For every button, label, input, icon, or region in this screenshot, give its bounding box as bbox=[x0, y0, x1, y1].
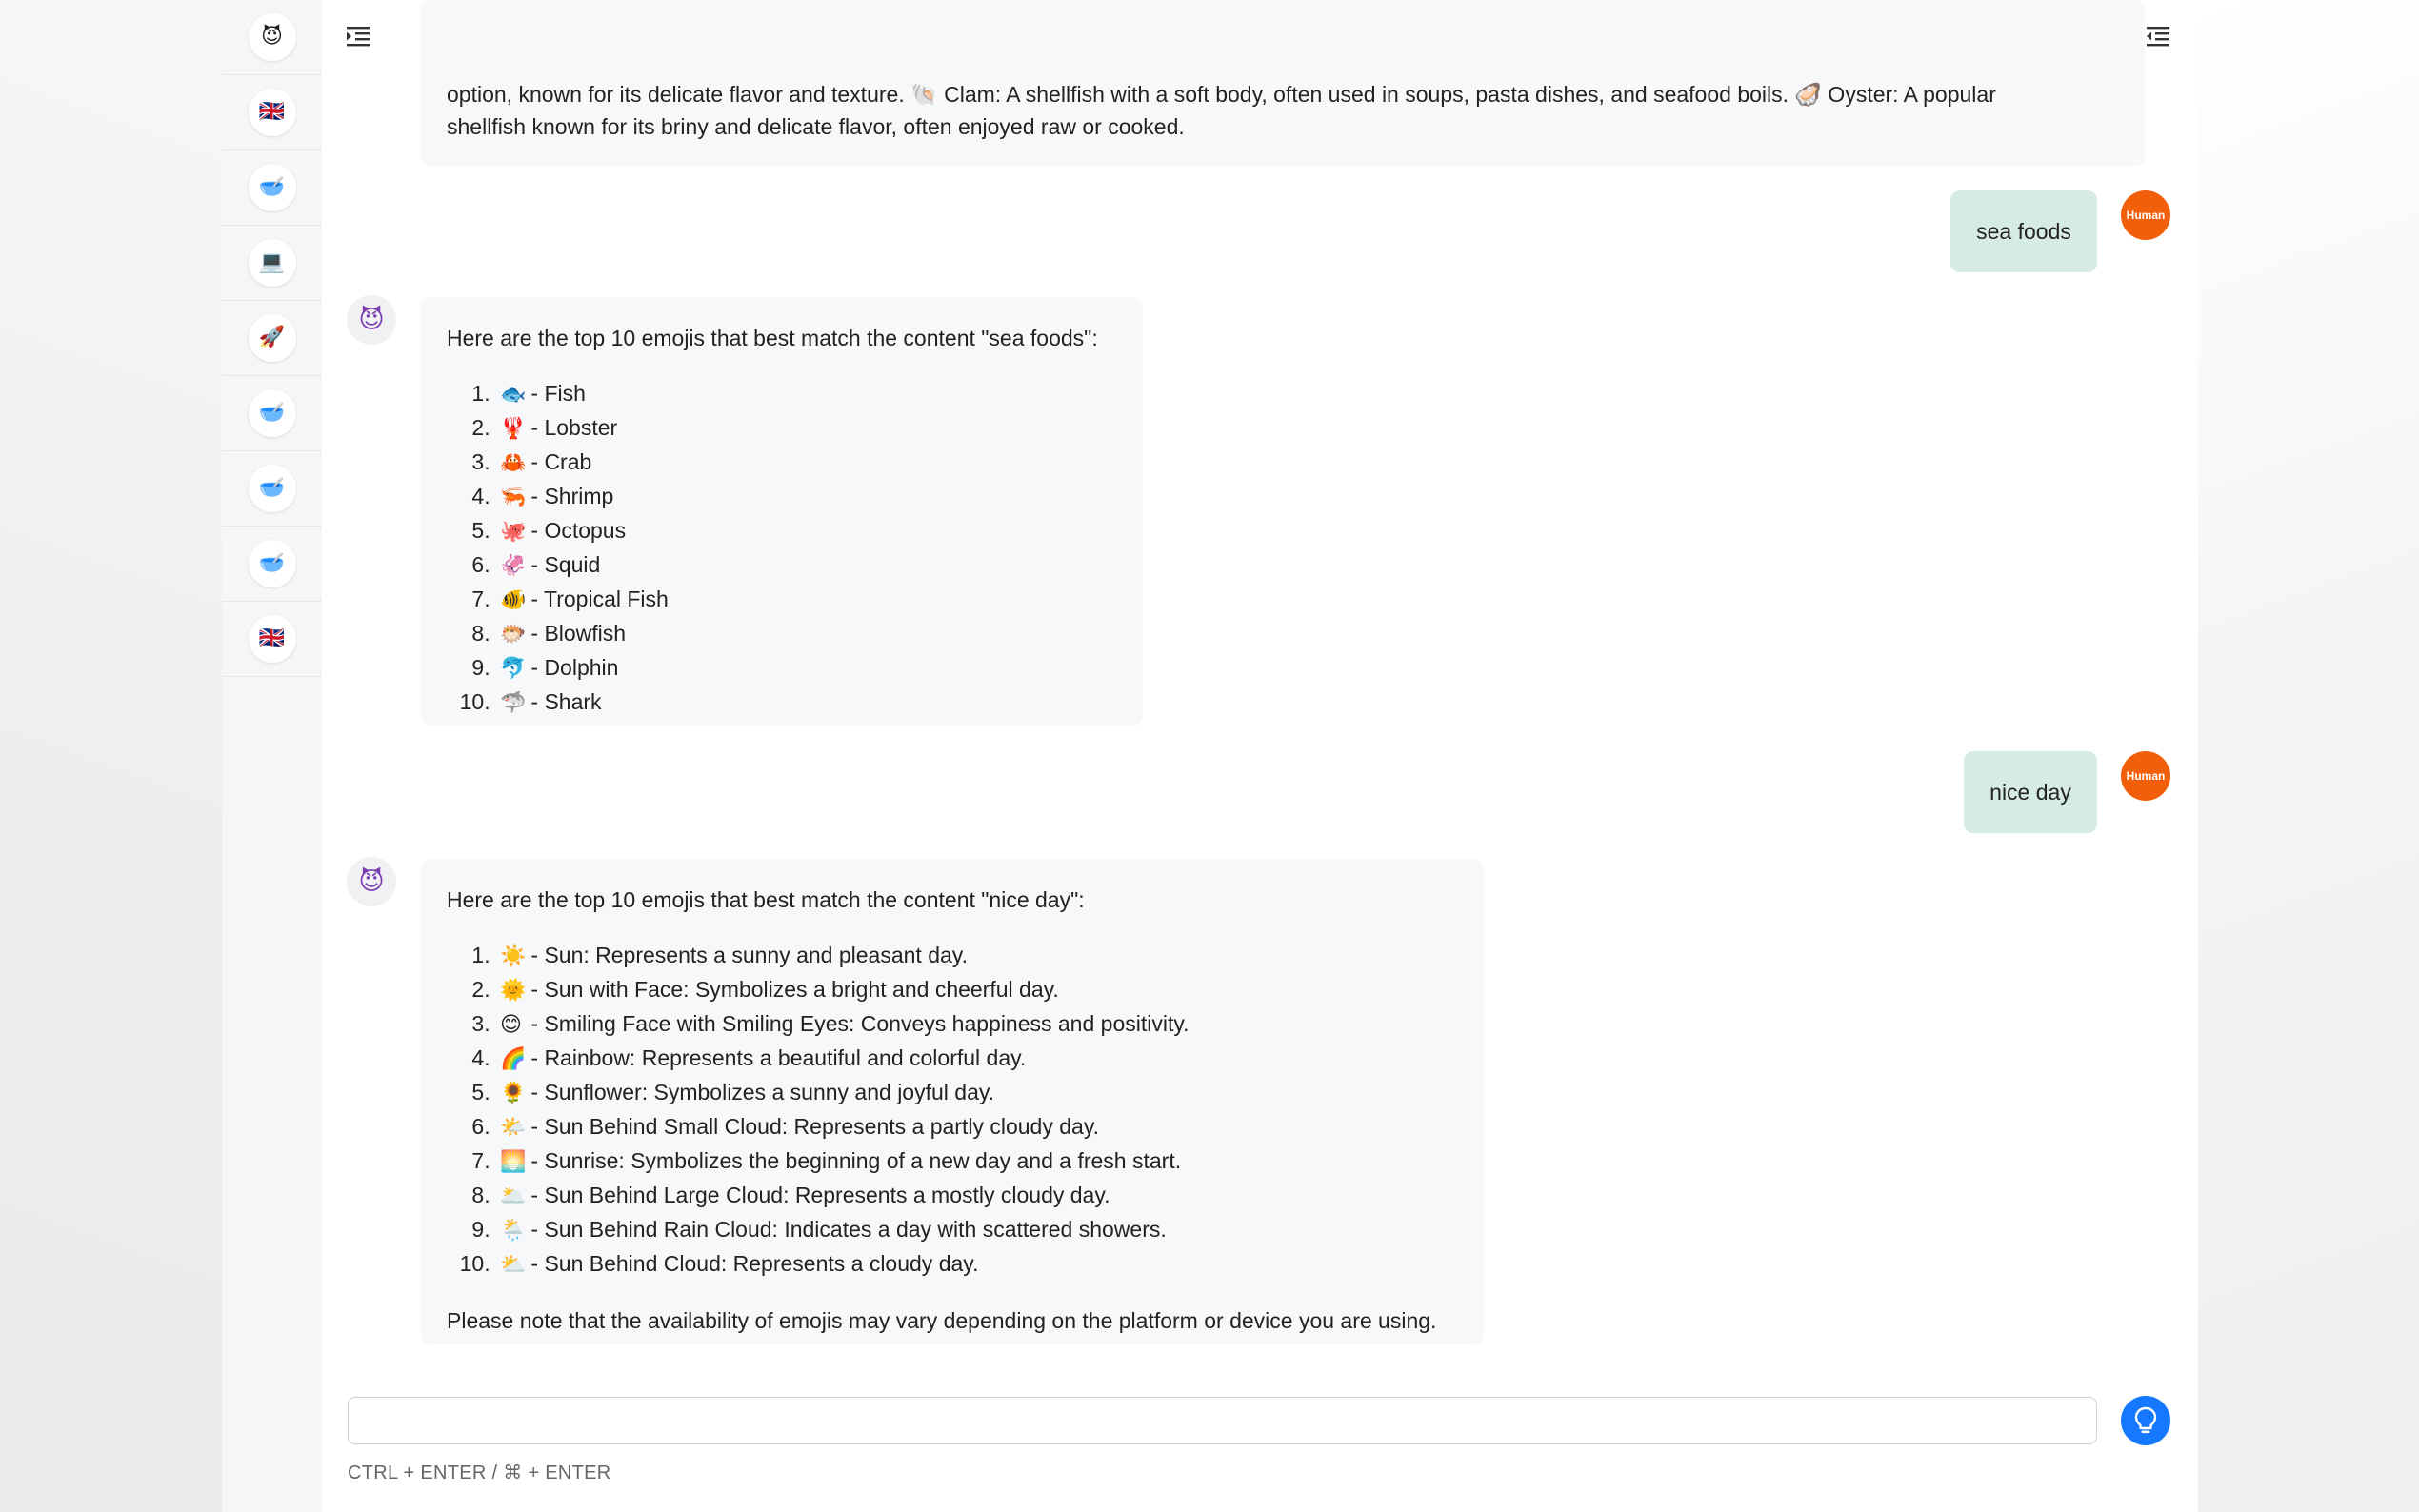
emoji: 🌅 bbox=[500, 1150, 527, 1174]
assistant-sidebar bbox=[222, 0, 323, 1512]
emoji: 🐬 bbox=[500, 657, 527, 681]
emoji: 🌦️ bbox=[500, 1219, 527, 1243]
list-item-text: - Fish bbox=[530, 381, 586, 406]
message-input[interactable] bbox=[348, 1397, 2097, 1444]
message-text: nice day bbox=[1989, 779, 2071, 805]
message-text: option, known for its delicate flavor and texture. 🐚 Clam: A shellfish with a soft body, often used in soups, pasta dishes, and seafood boils. 🦪 Oyster: A popular bbox=[447, 82, 1996, 107]
send-shortcut-hint: CTRL + ENTER / ⌘ + ENTER bbox=[348, 1462, 611, 1483]
list-item bbox=[496, 548, 1117, 583]
list-item-text: - Sun with Face: Symbolizes a bright and cheerful day. bbox=[530, 977, 1059, 1002]
bot-message bbox=[421, 859, 1484, 1344]
list-item-text: - Crab bbox=[530, 449, 592, 474]
devil-emoji-icon: 😈 bbox=[249, 13, 296, 61]
human-avatar: Human bbox=[2121, 751, 2170, 801]
lightbulb-icon bbox=[2133, 1406, 2158, 1435]
bowl-icon: 🥣 bbox=[249, 540, 296, 587]
list-item bbox=[496, 1110, 1458, 1144]
list-item-text: - Sun Behind Rain Cloud: Indicates a day with scattered showers. bbox=[530, 1217, 1167, 1242]
emoji: 🌤️ bbox=[500, 1116, 527, 1140]
emoji: 🦞 bbox=[500, 417, 527, 441]
uk-flag-icon: 🇬🇧 bbox=[249, 615, 296, 663]
emoji: ☀️ bbox=[500, 945, 527, 968]
toggle-settings-panel-button[interactable] bbox=[2139, 17, 2177, 55]
bot-message bbox=[421, 297, 1143, 726]
list-item-text: - Shrimp bbox=[530, 484, 614, 508]
list-item bbox=[496, 1213, 1458, 1247]
sidebar-item-bowl[interactable] bbox=[222, 376, 322, 451]
list-item bbox=[496, 973, 1458, 1007]
message-list[interactable] bbox=[322, 0, 2198, 1371]
toggle-sidebar-button[interactable] bbox=[339, 17, 377, 55]
list-item bbox=[496, 583, 1117, 617]
list-item-text: - Sunrise: Symbolizes the beginning of a new day and a fresh start. bbox=[530, 1148, 1182, 1173]
emoji-list bbox=[447, 377, 1117, 720]
list-item-text: - Rainbow: Represents a beautiful and colorful day. bbox=[530, 1045, 1027, 1070]
sidebar-item-uk-flag[interactable] bbox=[222, 602, 322, 677]
list-item bbox=[496, 446, 1117, 480]
emoji: 🐟 bbox=[500, 383, 527, 407]
bot-avatar: 😈 bbox=[347, 857, 396, 906]
list-item bbox=[496, 1247, 1458, 1282]
list-item-text: - Lobster bbox=[530, 415, 618, 440]
list-item-text: - Tropical Fish bbox=[530, 587, 669, 611]
message-text: sea foods bbox=[1976, 218, 2071, 244]
list-item bbox=[496, 480, 1117, 514]
emoji: 🐠 bbox=[500, 588, 527, 612]
list-item bbox=[496, 514, 1117, 548]
send-button[interactable] bbox=[2121, 1396, 2170, 1445]
emoji: 😊 bbox=[500, 1013, 522, 1037]
list-item bbox=[496, 1076, 1458, 1110]
message-text: shellfish known for its briny and delicate flavor, often enjoyed raw or cooked. bbox=[447, 114, 1185, 139]
emoji-list bbox=[447, 939, 1458, 1282]
list-item-text: - Dolphin bbox=[530, 655, 619, 680]
list-item-text: - Octopus bbox=[530, 518, 627, 543]
list-item-text: - Blowfish bbox=[530, 621, 627, 646]
message-intro: Here are the top 10 emojis that best match the content "nice day": bbox=[447, 887, 1085, 912]
list-item bbox=[496, 617, 1117, 651]
emoji: 🌞 bbox=[500, 979, 527, 1003]
list-item-text: - Sun Behind Small Cloud: Represents a partly cloudy day. bbox=[530, 1114, 1099, 1139]
rocket-icon: 🚀 bbox=[249, 314, 296, 362]
list-item-text: - Sun Behind Cloud: Represents a cloudy day. bbox=[530, 1251, 979, 1276]
emoji: 🌈 bbox=[500, 1047, 527, 1071]
chat-panel bbox=[322, 0, 2198, 1512]
emoji: 🦀 bbox=[500, 451, 527, 475]
emoji: ⛅ bbox=[500, 1253, 527, 1277]
bowl-icon: 🥣 bbox=[249, 389, 296, 437]
list-item-text: - Shark bbox=[530, 689, 602, 714]
message-note: Please note that the availability of emojis may vary depending on the platform or device you are using. bbox=[447, 1308, 1437, 1333]
sidebar-item-bowl[interactable] bbox=[222, 150, 322, 226]
emoji: 🐡 bbox=[500, 623, 527, 647]
emoji: 🦈 bbox=[500, 691, 527, 715]
list-item bbox=[496, 1007, 1458, 1042]
list-item bbox=[496, 686, 1117, 720]
sidebar-item-bowl[interactable] bbox=[222, 527, 322, 602]
list-item bbox=[496, 1042, 1458, 1076]
list-item-text: - Sunflower: Symbolizes a sunny and joyful day. bbox=[530, 1080, 995, 1104]
bot-avatar: 😈 bbox=[347, 295, 396, 345]
emoji: 🌻 bbox=[500, 1082, 527, 1105]
list-item-text: - Squid bbox=[530, 552, 601, 577]
user-message bbox=[1964, 751, 2097, 833]
sidebar-item-rocket[interactable] bbox=[222, 301, 322, 376]
uk-flag-icon: 🇬🇧 bbox=[249, 89, 296, 136]
list-item-text: - Sun: Represents a sunny and pleasant day. bbox=[530, 943, 968, 967]
emoji: 🐙 bbox=[500, 520, 527, 544]
list-item bbox=[496, 377, 1117, 411]
list-item bbox=[496, 939, 1458, 973]
human-avatar: Human bbox=[2121, 190, 2170, 240]
sidebar-item-bowl[interactable] bbox=[222, 451, 322, 527]
window-background-left bbox=[0, 0, 222, 1512]
list-item bbox=[496, 411, 1117, 446]
window-background-right bbox=[2198, 0, 2419, 1512]
list-item-text: - Sun Behind Large Cloud: Represents a mostly cloudy day. bbox=[530, 1183, 1110, 1207]
message-intro: Here are the top 10 emojis that best match the content "sea foods": bbox=[447, 326, 1098, 350]
bowl-icon: 🥣 bbox=[249, 164, 296, 211]
top-bar bbox=[322, 0, 2198, 70]
emoji: 🦐 bbox=[500, 486, 527, 509]
sidebar-item-laptop[interactable] bbox=[222, 226, 322, 301]
laptop-icon: 💻 bbox=[249, 239, 296, 287]
menu-outdent-icon bbox=[2146, 26, 2170, 47]
bowl-icon: 🥣 bbox=[249, 465, 296, 512]
list-item bbox=[496, 1179, 1458, 1213]
menu-indent-icon bbox=[346, 26, 370, 47]
list-item bbox=[496, 651, 1117, 686]
sidebar-item-uk-flag[interactable] bbox=[222, 75, 322, 150]
sidebar-item-devil[interactable] bbox=[222, 0, 322, 75]
list-item-text: - Smiling Face with Smiling Eyes: Conveys happiness and positivity. bbox=[530, 1011, 1190, 1036]
list-item bbox=[496, 1144, 1458, 1179]
user-message bbox=[1950, 190, 2097, 272]
emoji: 🦑 bbox=[500, 554, 527, 578]
emoji: 🌥️ bbox=[500, 1184, 527, 1208]
